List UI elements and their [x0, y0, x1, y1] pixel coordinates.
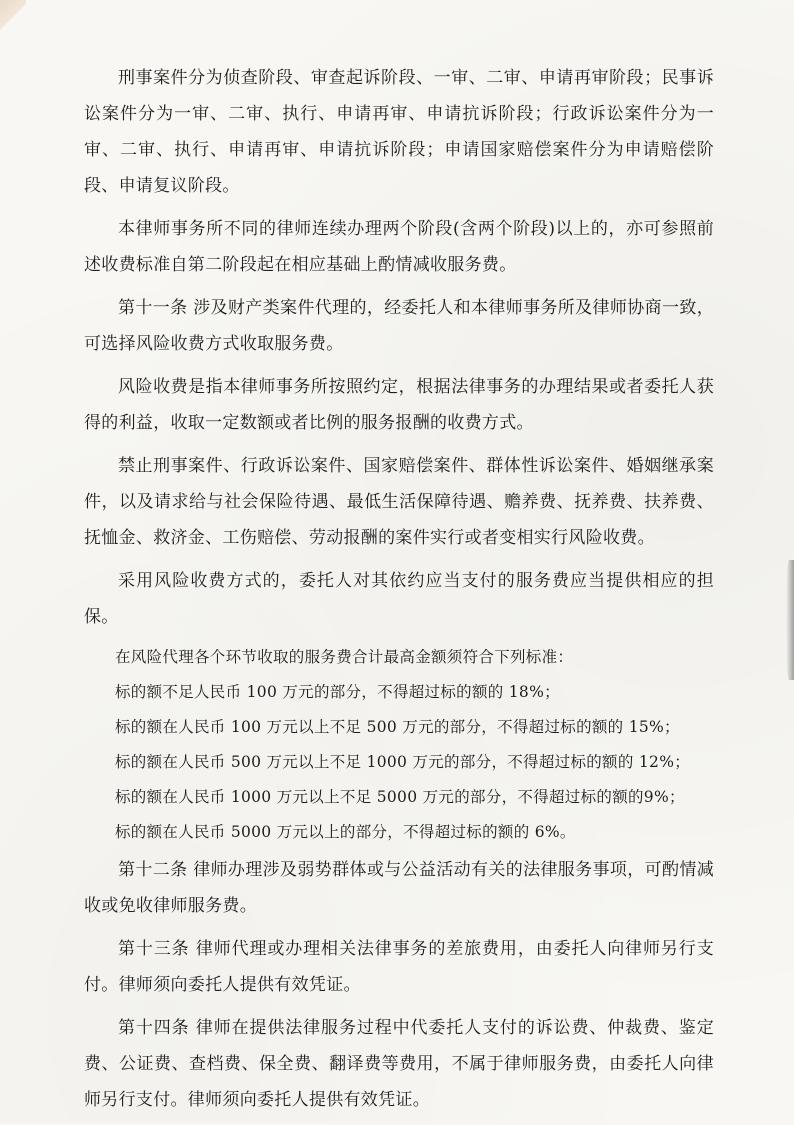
paragraph-case-stages: 刑事案件分为侦查阶段、审查起诉阶段、一审、二审、申请再审阶段；民事诉讼案件分为一审、二审、执行、申请再审、申请抗诉阶段；行政诉讼案件分为一审、二审、执行、申请再审、申请抗诉阶段；申请国家赔偿案件分为申请赔偿阶段、申请复议阶段。	[84, 68, 714, 196]
fee-tier-1000-5000: 标的额在人民币 1000 万元以上不足 5000 万元的部分，不得超过标的额的9%；	[115, 788, 685, 806]
document-body	[84, 60, 714, 1125]
paragraph-risk-fee-guarantee: 采用风险收费方式的，委托人对其依约应当支付的服务费应当提供相应的担保。	[84, 571, 714, 627]
fee-tier-500-1000: 标的额在人民币 500 万元以上不足 1000 万元的部分，不得超过标的额的 12%；	[115, 753, 691, 771]
paragraph-article-13: 第十三条 律师代理或办理相关法律事务的差旅费用，由委托人向律师另行支付。律师须向委托人提供有效凭证。	[84, 939, 714, 995]
page-corner-fold	[0, 0, 26, 40]
paragraph-risk-fee-definition: 风险收费是指本律师事务所按照约定，根据法律事务的办理结果或者委托人获得的利益，收取一定数额或者比例的服务报酬的收费方式。	[84, 377, 714, 433]
paragraph-article-14: 第十四条 律师在提供法律服务过程中代委托人支付的诉讼费、仲裁费、鉴定费、公证费、查档费、保全费、翻译费等费用，不属于律师服务费，由委托人向律师另行支付。律师须向委托人提供有效凭证。	[84, 1018, 714, 1110]
paragraph-risk-fee-standard-intro: 在风险代理各个环节收取的服务费合计最高金额须符合下列标准：	[115, 648, 574, 666]
fee-tier-100-500: 标的额在人民币 100 万元以上不足 500 万元的部分，不得超过标的额的 15%；	[115, 718, 680, 736]
binding-shadow	[786, 560, 794, 680]
fee-tier-under-100: 标的额不足人民币 100 万元的部分，不得超过标的额的 18%；	[115, 683, 560, 701]
paragraph-article-11: 第十一条 涉及财产类案件代理的，经委托人和本律师事务所及律师协商一致，可选择风险收费方式收取服务费。	[84, 298, 714, 354]
paragraph-article-12: 第十二条 律师办理涉及弱势群体或与公益活动有关的法律服务事项，可酌情减收或免收律师服务费。	[84, 860, 714, 916]
paragraph-risk-fee-prohibition: 禁止刑事案件、行政诉讼案件、国家赔偿案件、群体性诉讼案件、婚姻继承案件，以及请求给与社会保险待遇、最低生活保障待遇、赡养费、抚养费、扶养费、抚恤金、救济金、工伤赔偿、劳动报酬的案件实行或者变相实行风险收费。	[84, 456, 714, 548]
fee-tier-over-5000: 标的额在人民币 5000 万元以上的部分，不得超过标的额的 6%。	[115, 823, 576, 841]
paragraph-multi-stage-discount: 本律师事务所不同的律师连续办理两个阶段(含两个阶段)以上的，亦可参照前述收费标准自第二阶段起在相应基础上酌情减收服务费。	[84, 219, 714, 275]
